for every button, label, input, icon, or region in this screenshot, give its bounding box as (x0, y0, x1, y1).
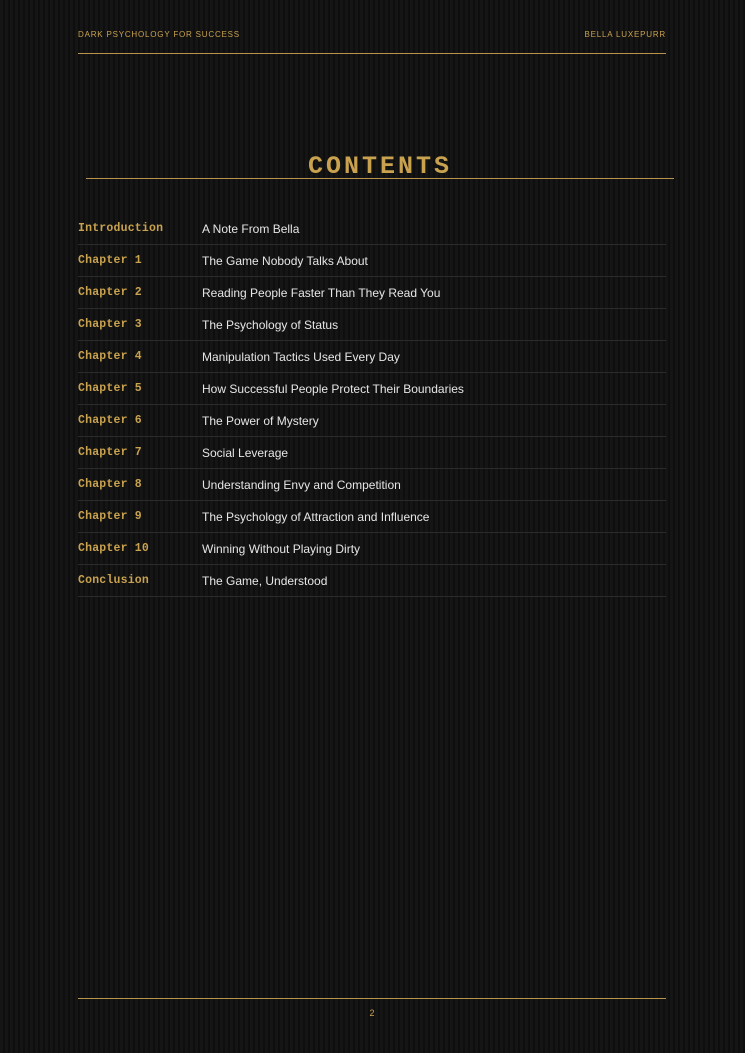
table-of-contents (78, 213, 666, 597)
toc-label: Chapter 3 (78, 318, 142, 331)
toc-title: The Game Nobody Talks About (202, 253, 368, 268)
toc-row[interactable] (78, 501, 666, 533)
toc-title: The Psychology of Attraction and Influence (202, 509, 430, 524)
toc-row[interactable] (78, 341, 666, 373)
toc-row[interactable] (78, 437, 666, 469)
toc-label: Chapter 1 (78, 254, 142, 267)
toc-row[interactable] (78, 533, 666, 565)
toc-row[interactable] (78, 405, 666, 437)
toc-label: Chapter 9 (78, 510, 142, 523)
page-title: CONTENTS (307, 152, 453, 181)
toc-row[interactable] (78, 469, 666, 501)
author-name: BELLA LUXEPURR (584, 30, 666, 39)
book-title: DARK PSYCHOLOGY FOR SUCCESS (78, 30, 240, 39)
page-number: 2 (369, 1008, 375, 1018)
toc-title: How Successful People Protect Their Boundaries (202, 381, 464, 396)
toc-row[interactable] (78, 213, 666, 245)
toc-title: Winning Without Playing Dirty (202, 541, 361, 556)
toc-label: Chapter 10 (78, 542, 150, 555)
toc-label: Chapter 6 (78, 414, 142, 427)
toc-row[interactable] (78, 245, 666, 277)
toc-title: The Psychology of Status (202, 317, 339, 332)
toc-label: Introduction (78, 222, 164, 235)
toc-label: Conclusion (78, 574, 150, 587)
toc-title: Understanding Envy and Competition (202, 477, 401, 492)
toc-row[interactable] (78, 277, 666, 309)
contents-heading (86, 150, 674, 179)
toc-title: Social Leverage (202, 445, 289, 460)
toc-label: Chapter 5 (78, 382, 142, 395)
toc-label: Chapter 2 (78, 286, 142, 299)
toc-label: Chapter 8 (78, 478, 142, 491)
toc-label: Chapter 4 (78, 350, 142, 363)
toc-title: A Note From Bella (202, 221, 300, 236)
toc-row[interactable] (78, 373, 666, 405)
running-header (78, 30, 666, 54)
toc-label: Chapter 7 (78, 446, 142, 459)
toc-row[interactable] (78, 309, 666, 341)
toc-title: Manipulation Tactics Used Every Day (202, 349, 400, 364)
page-footer (78, 998, 666, 1018)
toc-row[interactable] (78, 565, 666, 597)
toc-title: The Game, Understood (202, 573, 328, 588)
toc-title: The Power of Mystery (202, 413, 319, 428)
toc-title: Reading People Faster Than They Read You (202, 285, 441, 300)
